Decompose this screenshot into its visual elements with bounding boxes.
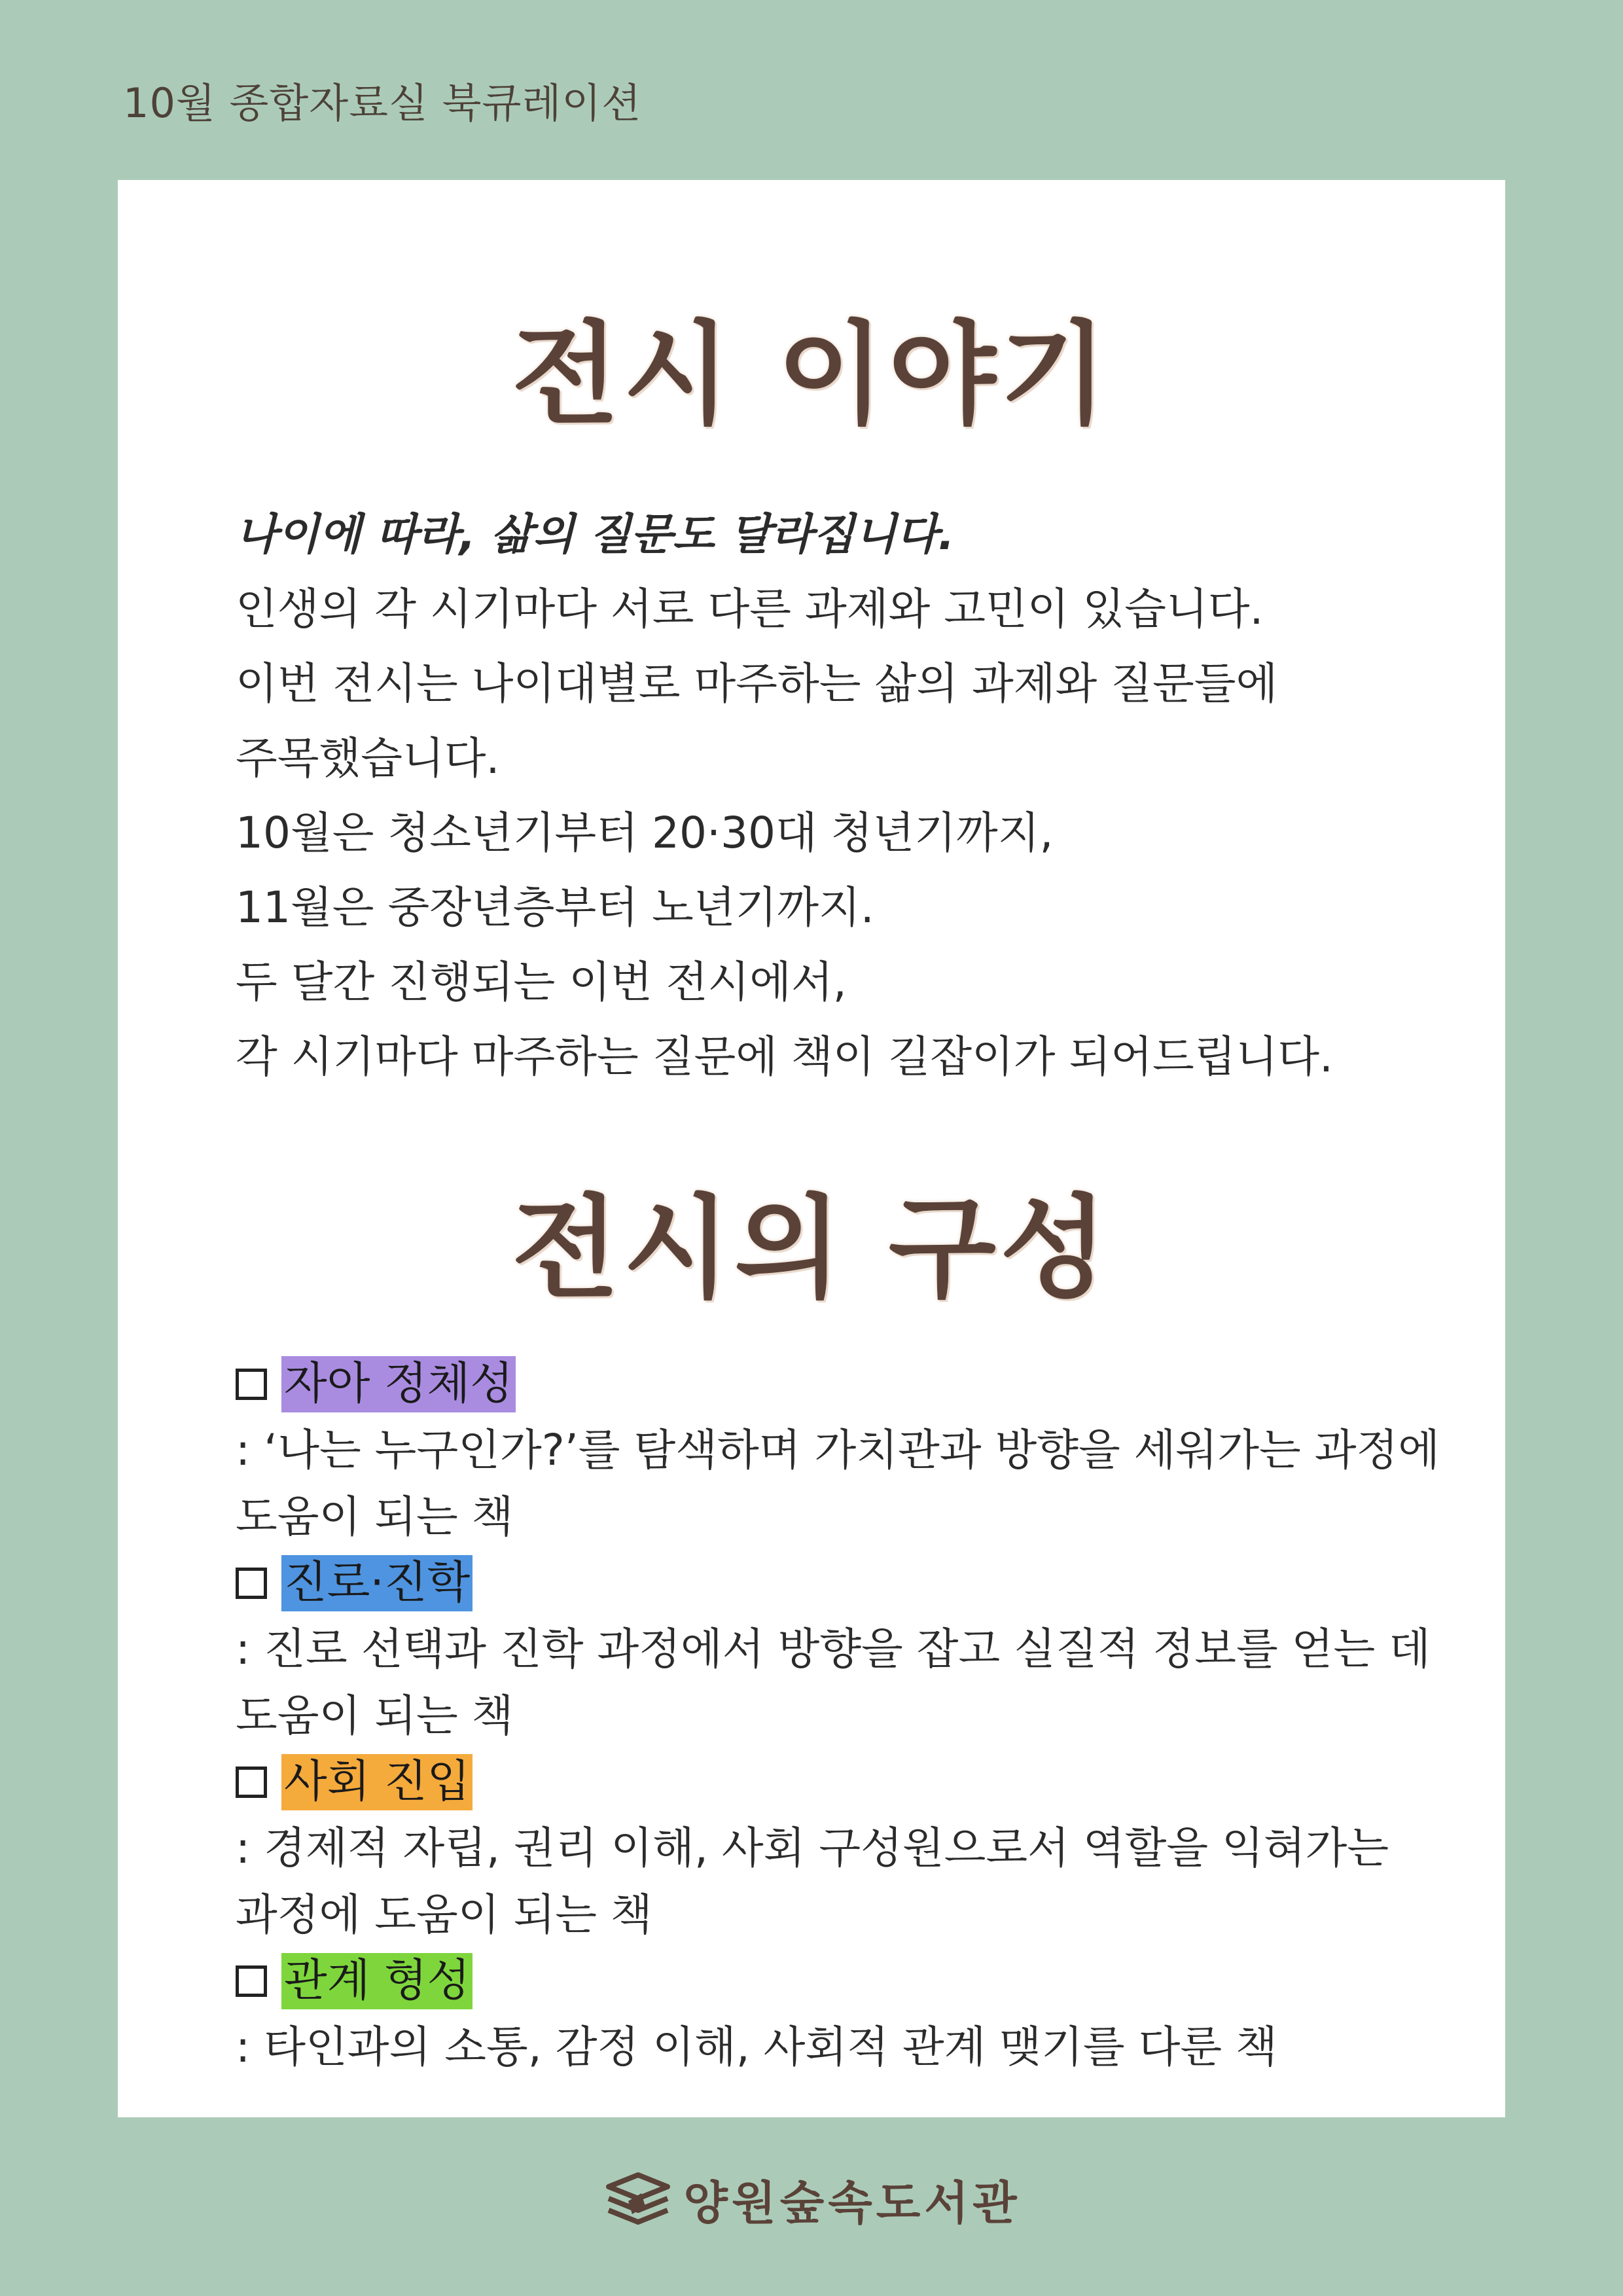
category-tag: 자아 정체성 [281,1356,516,1412]
intro-line: 이번 전시는 나이대별로 마주하는 삶의 과제와 질문들에 [236,658,1278,709]
checkbox-icon [236,1369,267,1400]
intro-lead: 나이에 따라, 삶의 질문도 달라집니다. [236,509,955,560]
item-description: : 타인과의 소통, 감정 이해, 사회적 관계 맺기를 다룬 책 [236,2022,1277,2072]
item-description: : 진로 선택과 진학 과정에서 방향을 잡고 실질적 정보를 얻는 데 [236,1624,1431,1674]
list-item [236,1948,1466,2081]
intro-text [236,497,1466,1094]
item-description: 과정에 도움이 되는 책 [236,1890,652,1940]
list-item [236,1352,1466,1551]
intro-line: 각 시기마다 마주하는 질문에 책이 길잡이가 되어드립니다. [236,1031,1333,1082]
category-tag: 진로·진학 [281,1555,473,1611]
content-card [118,180,1505,2117]
item-description: 도움이 되는 책 [236,1492,514,1542]
checkbox-icon [236,1767,267,1798]
category-tag: 관계 형성 [281,1953,473,2009]
list-item [236,1551,1466,1749]
intro-line: 11월은 중장년층부터 노년기까지. [236,882,874,933]
intro-line: 두 달간 진행되는 이번 전시에서, [236,957,847,1007]
item-description: : 경제적 자립, 권리 이해, 사회 구성원으로서 역할을 익혀가는 [236,1823,1389,1873]
exhibit-story-title: 전시 이야기 [511,310,1112,440]
list-item [236,1749,1466,1948]
library-logo [0,2166,1623,2233]
page-header-title: 10월 종합자료실 북큐레이션 [123,79,642,127]
book-stack-icon [602,2167,674,2233]
composition-title: 전시의 구성 [511,1184,1112,1314]
item-description: : ‘나는 누구인가?’를 탐색하며 가치관과 방향을 세워가는 과정에 [236,1425,1440,1475]
composition-list [236,1352,1466,2081]
checkbox-icon [236,1568,267,1599]
library-name: 양원숲속도서관 [683,2176,1021,2230]
category-tag: 사회 진입 [281,1754,473,1810]
item-description: 도움이 되는 책 [236,1691,514,1741]
intro-line: 주목했습니다. [236,733,500,783]
checkbox-icon [236,1965,267,1997]
intro-line: 10월은 청소년기부터 20·30대 청년기까지, [236,808,1054,858]
intro-line: 인생의 각 시기마다 서로 다른 과제와 고민이 있습니다. [236,584,1264,634]
